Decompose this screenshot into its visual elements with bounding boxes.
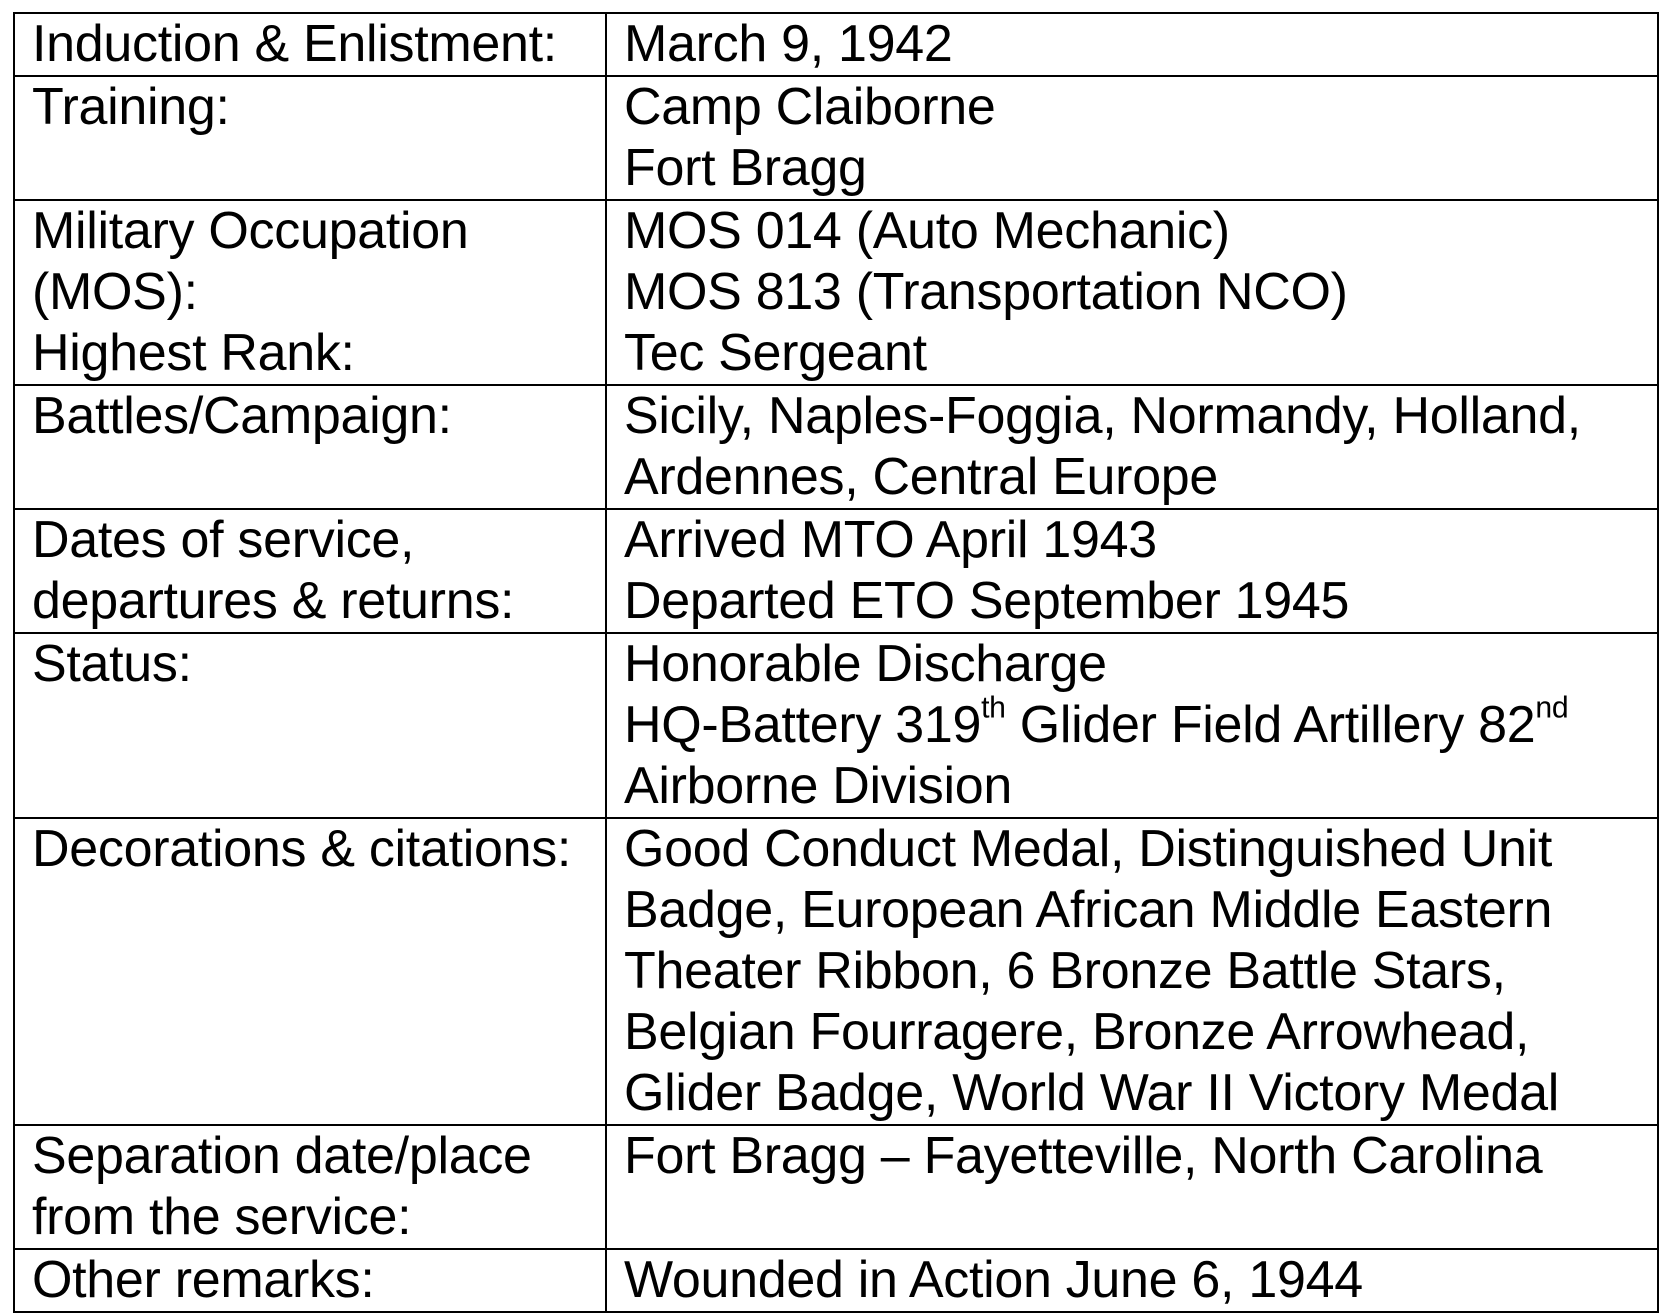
label-text: Other remarks: bbox=[32, 1251, 375, 1309]
label-cell bbox=[14, 200, 606, 385]
label-text: Military Occupation bbox=[32, 202, 469, 260]
value-text: March 9, 1942 bbox=[624, 15, 953, 73]
label-cell bbox=[14, 818, 606, 1125]
value-text: Theater Ribbon, 6 Bronze Battle Stars, bbox=[624, 942, 1506, 1000]
label-text: Induction & Enlistment: bbox=[32, 15, 557, 73]
value-cell bbox=[606, 818, 1658, 1125]
value-text: Wounded in Action June 6, 1944 bbox=[624, 1251, 1363, 1309]
label-text: from the service: bbox=[32, 1188, 412, 1246]
row-decorations bbox=[14, 818, 1658, 1125]
label-text: Training: bbox=[32, 78, 230, 136]
value-text: Fort Bragg – Fayetteville, North Carolina bbox=[624, 1127, 1543, 1185]
value-text: Glider Badge, World War II Victory Medal bbox=[624, 1064, 1559, 1122]
ordinal-suffix: th bbox=[981, 691, 1006, 725]
unit-text: Glider Field Artillery 82 bbox=[1005, 696, 1536, 754]
label-cell bbox=[14, 385, 606, 509]
row-separation bbox=[14, 1125, 1658, 1249]
value-text: MOS 813 (Transportation NCO) bbox=[624, 263, 1348, 321]
label-cell bbox=[14, 13, 606, 76]
label-text: departures & returns: bbox=[32, 572, 515, 630]
ordinal-suffix: nd bbox=[1535, 691, 1569, 725]
value-text: Tec Sergeant bbox=[624, 324, 927, 382]
value-cell bbox=[606, 200, 1658, 385]
label-text: Dates of service, bbox=[32, 511, 415, 569]
value-text: Fort Bragg bbox=[624, 139, 867, 197]
label-cell bbox=[14, 509, 606, 633]
value-text: Badge, European African Middle Eastern bbox=[624, 881, 1553, 939]
row-training bbox=[14, 76, 1658, 200]
label-cell bbox=[14, 76, 606, 200]
value-cell bbox=[606, 509, 1658, 633]
label-cell bbox=[14, 633, 606, 818]
label-text: Decorations & citations: bbox=[32, 820, 572, 878]
label-text: Battles/Campaign: bbox=[32, 387, 452, 445]
row-battles bbox=[14, 385, 1658, 509]
value-cell bbox=[606, 1249, 1658, 1312]
row-other-remarks bbox=[14, 1249, 1658, 1312]
label-text: Separation date/place bbox=[32, 1127, 532, 1185]
row-induction bbox=[14, 13, 1658, 76]
value-text: MOS 014 (Auto Mechanic) bbox=[624, 202, 1230, 260]
label-text: (MOS): bbox=[32, 263, 198, 321]
label-cell bbox=[14, 1125, 606, 1249]
value-cell bbox=[606, 385, 1658, 509]
unit-text: HQ-Battery 319 bbox=[624, 696, 982, 754]
row-mos bbox=[14, 200, 1658, 385]
value-text: Sicily, Naples-Foggia, Normandy, Holland, bbox=[624, 387, 1581, 445]
value-cell bbox=[606, 633, 1658, 818]
value-text: Good Conduct Medal, Distinguished Unit bbox=[624, 820, 1553, 878]
value-text: Honorable Discharge bbox=[624, 635, 1107, 693]
label-text: Status: bbox=[32, 635, 192, 693]
value-text: Camp Claiborne bbox=[624, 78, 996, 136]
value-text: Ardennes, Central Europe bbox=[624, 448, 1219, 506]
unit-line bbox=[624, 691, 1657, 756]
label-cell bbox=[14, 1249, 606, 1312]
value-cell bbox=[606, 76, 1658, 200]
value-text: Departed ETO September 1945 bbox=[624, 572, 1350, 630]
value-cell bbox=[606, 1125, 1658, 1249]
service-record-table bbox=[13, 12, 1659, 1313]
row-status bbox=[14, 633, 1658, 818]
value-cell bbox=[606, 13, 1658, 76]
value-text: Airborne Division bbox=[624, 757, 1012, 815]
label-text: Highest Rank: bbox=[32, 324, 355, 382]
row-dates-of-service bbox=[14, 509, 1658, 633]
value-text: Arrived MTO April 1943 bbox=[624, 511, 1157, 569]
value-text: Belgian Fourragere, Bronze Arrowhead, bbox=[624, 1003, 1530, 1061]
